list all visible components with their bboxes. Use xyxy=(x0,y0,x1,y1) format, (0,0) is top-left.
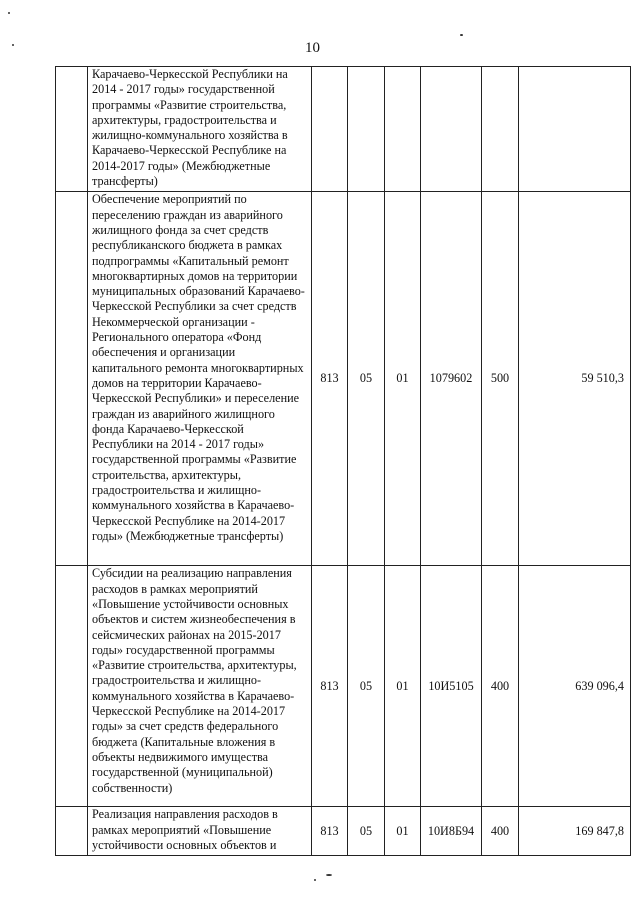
amount-cell: 639 096,4 xyxy=(519,566,631,807)
table-row xyxy=(56,192,631,566)
description-cell: Субсидии на реализацию направления расходов в рамках мероприятий «Повышение устойчивости основных объектов и систем жизнеобеспечения в сейсмических районах на 2015-2017 годы» государственной программы «Развитие строительства, архитектуры, градостроительства и жилищно-коммунального хозяйства в Карачаево-Черкесской Республике на 2014-2017 годы» за счет средств федерального бюджета (Капитальные вложения в объекты недвижимого имущества государственной (муниципальной) собственности) xyxy=(88,566,312,807)
table-row xyxy=(56,566,631,807)
description-cell: Реализация направления расходов в рамках мероприятий «Повышение устойчивости основных объектов и xyxy=(88,807,312,856)
scan-speck xyxy=(314,879,316,881)
section-code-cell: 05 xyxy=(348,807,385,856)
expense-type-cell: 500 xyxy=(482,192,519,566)
section-code-cell: 05 xyxy=(348,192,385,566)
subsection-code-cell: 01 xyxy=(385,566,421,807)
table-row xyxy=(56,807,631,856)
target-article-cell xyxy=(421,67,482,192)
description-cell: Обеспечение мероприятий по переселению граждан из аварийного жилищного фонда за счет средств республиканского бюджета в рамках подпрограммы «Капитальный ремонт многоквартирных домов на территории муниципальных образований Карачаево-Черкесской Республики за счет средств Некоммерческой организации - Регионального оператора «Фонд обеспечения и организации капитального ремонта многоквартирных домов на территории Карачаево-Черкесской Республики» и переселение граждан из аварийного жилищного фонда Карачаево-Черкесской Республики на 2014 - 2017 годы» государственной программы «Развитие строительства, архитектуры, градостроительства и жилищно-коммунального хозяйства в Карачаево-Черкесской Республике на 2014-2017 годы» (Межбюджетные трансферты) xyxy=(88,192,312,566)
scan-speck xyxy=(8,12,10,14)
budget-table xyxy=(55,66,631,856)
ministry-code-cell: 813 xyxy=(312,807,348,856)
target-article-cell: 10И5105 xyxy=(421,566,482,807)
subsection-code-cell: 01 xyxy=(385,807,421,856)
subsection-code-cell xyxy=(385,67,421,192)
description-cell: Карачаево-Черкесской Республики на 2014 - 2017 годы» государственной программы «Развитие строительства, архитектуры, градостроительства и жилищно-коммунального хозяйства в Карачаево-Черкесской Республике на 2014-2017 годы» (Межбюджетные трансферты) xyxy=(88,67,312,192)
target-article-cell: 1079602 xyxy=(421,192,482,566)
number-cell xyxy=(56,67,88,192)
ministry-code-cell: 813 xyxy=(312,192,348,566)
expense-type-cell xyxy=(482,67,519,192)
subsection-code-cell: 01 xyxy=(385,192,421,566)
amount-cell: 59 510,3 xyxy=(519,192,631,566)
number-cell xyxy=(56,807,88,856)
number-cell xyxy=(56,566,88,807)
target-article-cell: 10И8Б94 xyxy=(421,807,482,856)
scan-speck xyxy=(326,874,332,876)
amount-cell: 169 847,8 xyxy=(519,807,631,856)
expense-type-cell: 400 xyxy=(482,807,519,856)
ministry-code-cell: 813 xyxy=(312,566,348,807)
scan-speck xyxy=(460,34,463,36)
amount-cell xyxy=(519,67,631,192)
number-cell xyxy=(56,192,88,566)
ministry-code-cell xyxy=(312,67,348,192)
section-code-cell xyxy=(348,67,385,192)
section-code-cell: 05 xyxy=(348,566,385,807)
expense-type-cell: 400 xyxy=(482,566,519,807)
table-row xyxy=(56,67,631,192)
scan-speck xyxy=(12,44,14,46)
page-number: 10 xyxy=(305,40,320,56)
